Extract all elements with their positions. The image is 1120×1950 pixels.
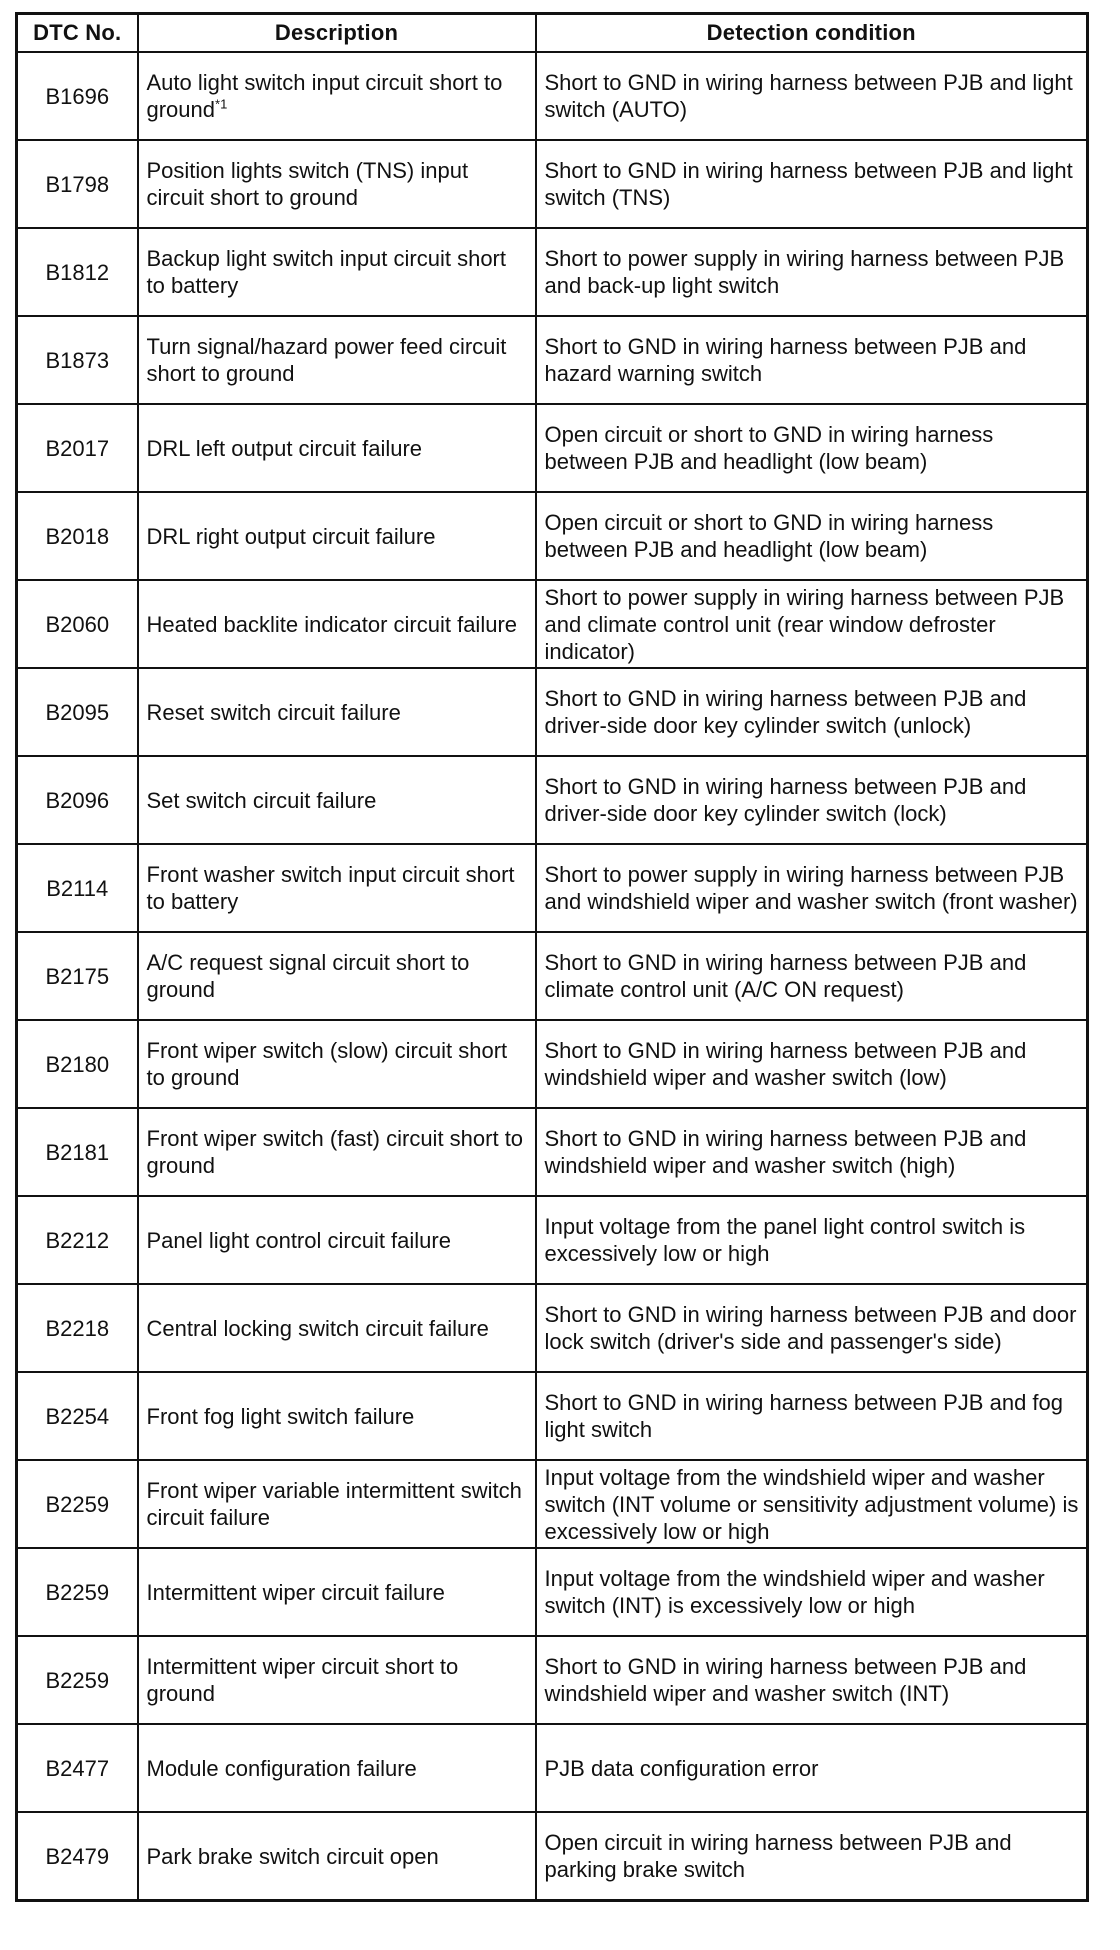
table-row: [17, 1284, 1088, 1372]
detection-condition: Open circuit or short to GND in wiring harness between PJB and headlight (low beam): [536, 492, 1088, 580]
table-row: [17, 932, 1088, 1020]
dtc-description: A/C request signal circuit short to ground: [138, 932, 536, 1020]
table-row: [17, 140, 1088, 228]
dtc-code: B2259: [17, 1636, 138, 1724]
dtc-code: B2254: [17, 1372, 138, 1460]
table-row: [17, 1196, 1088, 1284]
dtc-description: Front washer switch input circuit short to battery: [138, 844, 536, 932]
detection-condition: Input voltage from the windshield wiper and washer switch (INT volume or sensitivity adjustment volume) is excessively low or high: [536, 1460, 1088, 1548]
table-row: [17, 756, 1088, 844]
detection-condition: Short to GND in wiring harness between PJB and windshield wiper and washer switch (low): [536, 1020, 1088, 1108]
dtc-description: Set switch circuit failure: [138, 756, 536, 844]
dtc-code: B2180: [17, 1020, 138, 1108]
detection-condition: Short to GND in wiring harness between PJB and climate control unit (A/C ON request): [536, 932, 1088, 1020]
dtc-table: [15, 12, 1089, 1902]
dtc-description: [138, 52, 536, 140]
table-row: [17, 228, 1088, 316]
description-text: Auto light switch input circuit short to ground: [146, 70, 503, 122]
detection-condition: Open circuit in wiring harness between PJB and parking brake switch: [536, 1812, 1088, 1901]
table-row: [17, 844, 1088, 932]
dtc-code: B1696: [17, 52, 138, 140]
table-row: [17, 1724, 1088, 1812]
dtc-description: Front wiper switch (slow) circuit short to ground: [138, 1020, 536, 1108]
dtc-description: Position lights switch (TNS) input circuit short to ground: [138, 140, 536, 228]
dtc-description: DRL right output circuit failure: [138, 492, 536, 580]
dtc-code: B2095: [17, 668, 138, 756]
dtc-description: Reset switch circuit failure: [138, 668, 536, 756]
table-row: [17, 52, 1088, 140]
detection-condition: PJB data configuration error: [536, 1724, 1088, 1812]
header-description: Description: [138, 14, 536, 53]
dtc-description: Central locking switch circuit failure: [138, 1284, 536, 1372]
detection-condition: Short to power supply in wiring harness between PJB and climate control unit (rear window defroster indicator): [536, 580, 1088, 668]
dtc-code: B2218: [17, 1284, 138, 1372]
dtc-code: B2477: [17, 1724, 138, 1812]
footnote-marker: *1: [215, 96, 228, 112]
dtc-description: Front fog light switch failure: [138, 1372, 536, 1460]
dtc-code: B1873: [17, 316, 138, 404]
table-row: [17, 1812, 1088, 1901]
detection-condition: Short to GND in wiring harness between PJB and light switch (TNS): [536, 140, 1088, 228]
dtc-description: Front wiper switch (fast) circuit short to ground: [138, 1108, 536, 1196]
dtc-description: Module configuration failure: [138, 1724, 536, 1812]
table-row: [17, 668, 1088, 756]
dtc-description: Backup light switch input circuit short to battery: [138, 228, 536, 316]
table-row: [17, 580, 1088, 668]
detection-condition: Short to GND in wiring harness between PJB and light switch (AUTO): [536, 52, 1088, 140]
table-row: [17, 1636, 1088, 1724]
dtc-description: Park brake switch circuit open: [138, 1812, 536, 1901]
dtc-code: B2114: [17, 844, 138, 932]
dtc-description: Heated backlite indicator circuit failure: [138, 580, 536, 668]
dtc-code: B1798: [17, 140, 138, 228]
table-row: [17, 316, 1088, 404]
dtc-description: DRL left output circuit failure: [138, 404, 536, 492]
dtc-code: B2259: [17, 1548, 138, 1636]
detection-condition: Short to GND in wiring harness between PJB and windshield wiper and washer switch (INT): [536, 1636, 1088, 1724]
detection-condition: Short to GND in wiring harness between PJB and hazard warning switch: [536, 316, 1088, 404]
table-row: [17, 1020, 1088, 1108]
dtc-description: Panel light control circuit failure: [138, 1196, 536, 1284]
detection-condition: Input voltage from the panel light control switch is excessively low or high: [536, 1196, 1088, 1284]
dtc-code: B2017: [17, 404, 138, 492]
table-row: [17, 1460, 1088, 1548]
table-row: [17, 1548, 1088, 1636]
table-body: [17, 52, 1088, 1901]
table-row: [17, 404, 1088, 492]
table-row: [17, 1108, 1088, 1196]
detection-condition: Open circuit or short to GND in wiring harness between PJB and headlight (low beam): [536, 404, 1088, 492]
detection-condition: Short to power supply in wiring harness between PJB and windshield wiper and washer switch (front washer): [536, 844, 1088, 932]
detection-condition: Short to GND in wiring harness between PJB and driver-side door key cylinder switch (lock): [536, 756, 1088, 844]
detection-condition: Input voltage from the windshield wiper and washer switch (INT) is excessively low or high: [536, 1548, 1088, 1636]
header-row: [17, 14, 1088, 53]
dtc-code: B2259: [17, 1460, 138, 1548]
dtc-description: Turn signal/hazard power feed circuit short to ground: [138, 316, 536, 404]
dtc-description: Intermittent wiper circuit failure: [138, 1548, 536, 1636]
header-dtc-no: DTC No.: [17, 14, 138, 53]
dtc-description: Intermittent wiper circuit short to ground: [138, 1636, 536, 1724]
dtc-code: B1812: [17, 228, 138, 316]
dtc-code: B2175: [17, 932, 138, 1020]
table-row: [17, 492, 1088, 580]
dtc-code: B2096: [17, 756, 138, 844]
dtc-code: B2018: [17, 492, 138, 580]
dtc-code: B2479: [17, 1812, 138, 1901]
dtc-description: Front wiper variable intermittent switch circuit failure: [138, 1460, 536, 1548]
detection-condition: Short to GND in wiring harness between PJB and driver-side door key cylinder switch (unlock): [536, 668, 1088, 756]
dtc-code: B2060: [17, 580, 138, 668]
table-row: [17, 1372, 1088, 1460]
dtc-code: B2212: [17, 1196, 138, 1284]
detection-condition: Short to GND in wiring harness between PJB and door lock switch (driver's side and passenger's side): [536, 1284, 1088, 1372]
dtc-code: B2181: [17, 1108, 138, 1196]
detection-condition: Short to GND in wiring harness between PJB and fog light switch: [536, 1372, 1088, 1460]
header-detection-condition: Detection condition: [536, 14, 1088, 53]
detection-condition: Short to GND in wiring harness between PJB and windshield wiper and washer switch (high): [536, 1108, 1088, 1196]
detection-condition: Short to power supply in wiring harness between PJB and back-up light switch: [536, 228, 1088, 316]
